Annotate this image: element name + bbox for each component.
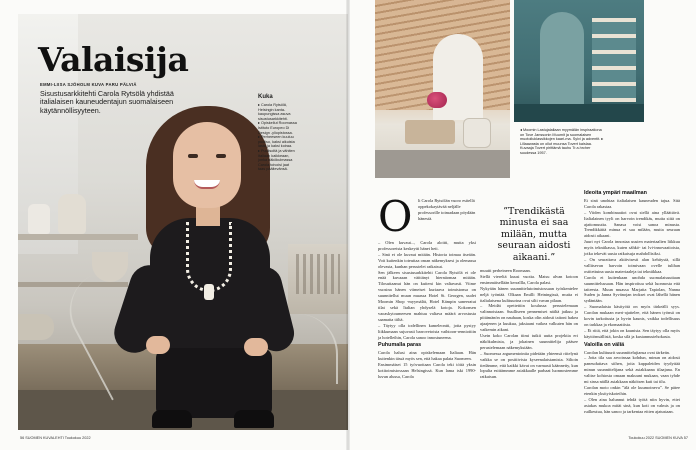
section-heading: Puhumalla paras (378, 342, 422, 349)
body-paragraph: – Olen aina halunnut tehdä työtä niin hyvin, ettei asiakas mukoa mitäi sinä, kun koti on valmis ja on ruilkeutua, hän sanoo ja tarkentaa eitten ajatustaan. (584, 396, 680, 414)
body-paragraph: – Täytyy olla todellinen kameleontti, jotta pystyy liikkumaan sujuvasti barrovetoista vaihtoon-renniottiin ja hotelleihin, Carola sanoo innostuneena. (378, 322, 476, 340)
body-paragraph: Usein koko Carolan tiimi tutkii uutta projektia eri näkökulmista, ja jokainen suunnittelija pääsee perustelemaan näkemyksiään. (480, 332, 578, 350)
body-paragraph: Nykyään hänen suunnittelutoimistossaan työskentelee neljä työntää. Olkaan Emilli Heiningissä, mutta ei italialaisena kulttuurina ovat silti vavan pilaan. (480, 285, 578, 303)
body-paragraph: – Viiden kombinaatiot ovat siellä aina ylläättävä. Italialainen tyyli on harvoin trendikäs, mutta siitä on ajattomuutta. Sanasa voisi sanoa minusta. Trendikkäitä minua ei saa milään, mutta seuraan aidosti aikaani. (584, 209, 680, 239)
article-headline: Valaisija (38, 40, 189, 79)
body-paragraph: Carola halusi aina opiskelemaan Italiaan. Hän kuitenkin tässä myös sen, että hakaa palata Suomeen. (378, 350, 476, 362)
factbox-line: ▸ Puolisoltä ja vähiten (258, 148, 295, 153)
boot (152, 410, 192, 428)
body-paragraph: Carolan kulttuurit suunnittelujiansa ovat tärkeän. (584, 349, 670, 355)
factbox-line: taas päältevänsä. (258, 167, 288, 172)
necklace-pendant (204, 284, 214, 300)
body-paragraph: Sen jälkeen sisustusarkkitehti Carola Rytsölä ei ole enää kuvaaan väittänyt hiernäomaa mitään. Tilosuttaanut hän on kuiteni kin valtavasti. Viime vuosina hänen viimeiset kuriaava toimistonsa on suunnitellut muun muassa Hotel St. Georgen, uudet Moomin Shop -myymälät, Hotel Kämpin saneeratut tilat sekä Italian yhdyselä kotoja. Kokonsen vaoaskytoumeesen mahtuu valtava määrä arvostusta saamatta tiiltä. (378, 269, 476, 322)
body-paragraph: – Suomessa argumentointia pidetään yhteensä riitelynä vaikka se on positiivista kyseenalaistamista. Siltoin tiedämme, että kaikki kävat on varmasti käännetty, kun lopulta esittämmme asiakkaalle parhaat luonnostemme ratkaisun. (480, 350, 578, 380)
article-column-1 (378, 240, 476, 380)
arched-interior-photo (375, 0, 510, 178)
ceramic-vase (28, 204, 50, 234)
body-paragraph: – Sinä et ole kuvaut mitään. Historia toimaa itseään. Voit kuitenkin toteuttaa oman näkemyksesi ja olemassa olevasta, kunhan perustelet ratkaisut. (378, 251, 476, 269)
body-paragraph: – Et riitä, että jokin on kaunista. Sen täytyy olla myös käyttömsällistä, koska silä ja kustannustehokasta. (584, 327, 680, 339)
eye (188, 154, 198, 158)
body-paragraph: – On seurattava aktiivisesti alan kehitystä, sillä vallitsevan harvoin toimivaan ovelle tulihan ostitettuina uusia materiaaleja tai tekniikkaa. (584, 256, 680, 274)
reception-desk (405, 120, 455, 144)
body-paragraph: Et sinä unohtaa italialaisen kauneuden tajua. Sitä Carola rakastaa. (584, 197, 680, 209)
moomin-shop-photo (514, 0, 644, 122)
floor (375, 150, 510, 178)
body-paragraph: – Suomalaista käsityötä on myös tärkeälli syys. Carolan mukaan meri-ajattelee, että hänen työnsä on kovin tarkoitusta ja hyvin kaunis, vaikka todellisuus on tarkkaa ja ekomaattista. (584, 304, 680, 327)
article-column-2 (480, 268, 578, 380)
flower-bouquet (427, 92, 447, 108)
factbox-line: Helsingin kanta- (258, 107, 286, 112)
page-gutter (346, 0, 350, 450)
necklace (186, 222, 232, 292)
shop-counter (514, 104, 644, 122)
kuka-factbox (258, 94, 324, 172)
eye (216, 154, 226, 158)
face (173, 122, 241, 208)
photo-caption: ◂ Moomin Lastujalallaan myymälän inspiraationa on Tove Janssonin Muumit ja suomalaisen muotoiluklassikkojen kaari-ma. Sylvi ja adventit. ▸ Lillaawasta on ollut muunsa Tovert kaislaa. Kuvaaja Tovert pirittämä tauhu Tr.a.hrcher suudessa 1957. (520, 128, 604, 155)
factbox-line: kaupungissa asuva (258, 112, 291, 117)
factbox-line: Italiaan kaikkeaan, (258, 153, 290, 158)
body-paragraph: Carola ei kuitenkaan unohda suomalaisuuttaan suunnittelussaan. Hän inspiroituu sekä luonnosta että taiteesta. Muun muassa Marjatta Tapiolan, Nanna Suden ja Janna Syvänojan teokset ovat lähellä hänen sydäntään. (584, 274, 680, 304)
body-paragraph: Ensimmäiset 15 työvuottaan Carola teki töitä yksin kotitoimistossaan Helsingissä. Kun lama iski 1990-luvun alussa, Carola (378, 362, 476, 379)
body-paragraph: Juuri nyt Carola innostaa uusien materiaalien liikkuu myös tekniikassa, kuten sähkö- tai lvi-innovaatioista, jotka tekevät uusia ratkaisuja mahdollisiksi. (584, 239, 680, 257)
pull-quote: ”Trendikästä minusta ei saa milään, mutta seuraan aidosti aikaani.” (497, 206, 571, 263)
ceramic-vase (58, 194, 86, 234)
duct-pipe (18, 314, 54, 340)
lead-paragraph: Sisustusarkkitehti Carola Rytsölä yhdistää italialaisen kauneudentajun suomalaiseen käytännöllisyyteen. (40, 89, 174, 115)
page-folio: 56 SUOMEN KUVALEHTI Toukokuu 2022 (20, 436, 91, 440)
hand (146, 336, 170, 354)
body-paragraph: Siellä viereltä kuusi vuotta. Matsu alvan kotoon ensimmäisellään kerrallla, Carola palasi. (480, 273, 578, 285)
byline: EMMI-LIISA SJÖHOLM KUVA PARU PÄLVIÄ (40, 82, 137, 87)
factbox-line: sisustusarkkitehti. (258, 116, 288, 121)
factbox-line: Carola toivoisi jaat (258, 162, 290, 167)
body-paragraph: – Jotta tila saa arvoinsaa kohdun, minun on aidosti paneuduttava siihen, joita kappaleiden tyydyttää minun suunnittelijana sekä asiakkaana tilaajana. En valitse kohtosta omaan makuuni mukaan, vaan tyhde mi sinsa näillä asiakkaan näköisen kuti tai tilu. (584, 355, 680, 385)
factbox-line: ▸ Carola Rytsölä, (258, 103, 287, 107)
section-heading: Ideoita ympäri maailman (584, 190, 647, 196)
shop-shelves (592, 18, 636, 102)
factbox-line: puoliso, kaksi aikuista (258, 139, 295, 144)
body-paragraph: – Meidät opettettiin koulussa perustelemaan valinnoistaan. Suulliseen pennemiset näiltä jatkuu ja piitämänön on nauhaan, koska olin aidosti taitoni hakea ajaajenen ja kuukua, jaksiaani vaikea valkuten hän on vaikemin aikani. (480, 303, 578, 333)
section-heading: Valoilla on väliä (584, 341, 625, 348)
chair (463, 118, 491, 148)
right-page (348, 0, 696, 450)
tools (296, 254, 340, 294)
factbox-line: lasta ja kaksi koiraa. (258, 144, 293, 149)
boot (234, 410, 274, 428)
factbox-line: ▸ Perheeseen kuuluu (258, 135, 294, 140)
body-paragraph: muutti perheineen Roomaan. (480, 268, 531, 273)
factbox-title: Kuka (258, 94, 273, 100)
body-paragraph: Carolan moto onkin ”älä ole kuumoineva”. Se pätee etenkin yksityiskoteihin. (584, 385, 680, 396)
intro-text: li Carola Rytsölän vuoro esitellä oppekokaytävää neljälle professorille toimadaan pöydään hänestä. (418, 198, 476, 221)
body-paragraph: – Olen kuvaut..., Carola aloitti, mutta yksi professoreista keskeytti hänet heti. (378, 240, 476, 251)
workshop-shelf (18, 234, 138, 240)
factbox-line: Istituto Europeo Di (258, 125, 290, 130)
factbox-line: ▸ Opiskellut Roomassa (258, 121, 297, 126)
hand (244, 338, 268, 356)
shop-arch (540, 12, 584, 112)
factbox-line: Design -yliopistossa. (258, 130, 293, 135)
drop-cap: O (378, 192, 413, 241)
page-folio: Toukokuu 2022 SUOMEN KUVA 57 (628, 436, 688, 440)
article-column-3 (584, 188, 680, 415)
legs (156, 348, 272, 418)
factbox-line: jonka näkökulmassa (258, 158, 293, 163)
